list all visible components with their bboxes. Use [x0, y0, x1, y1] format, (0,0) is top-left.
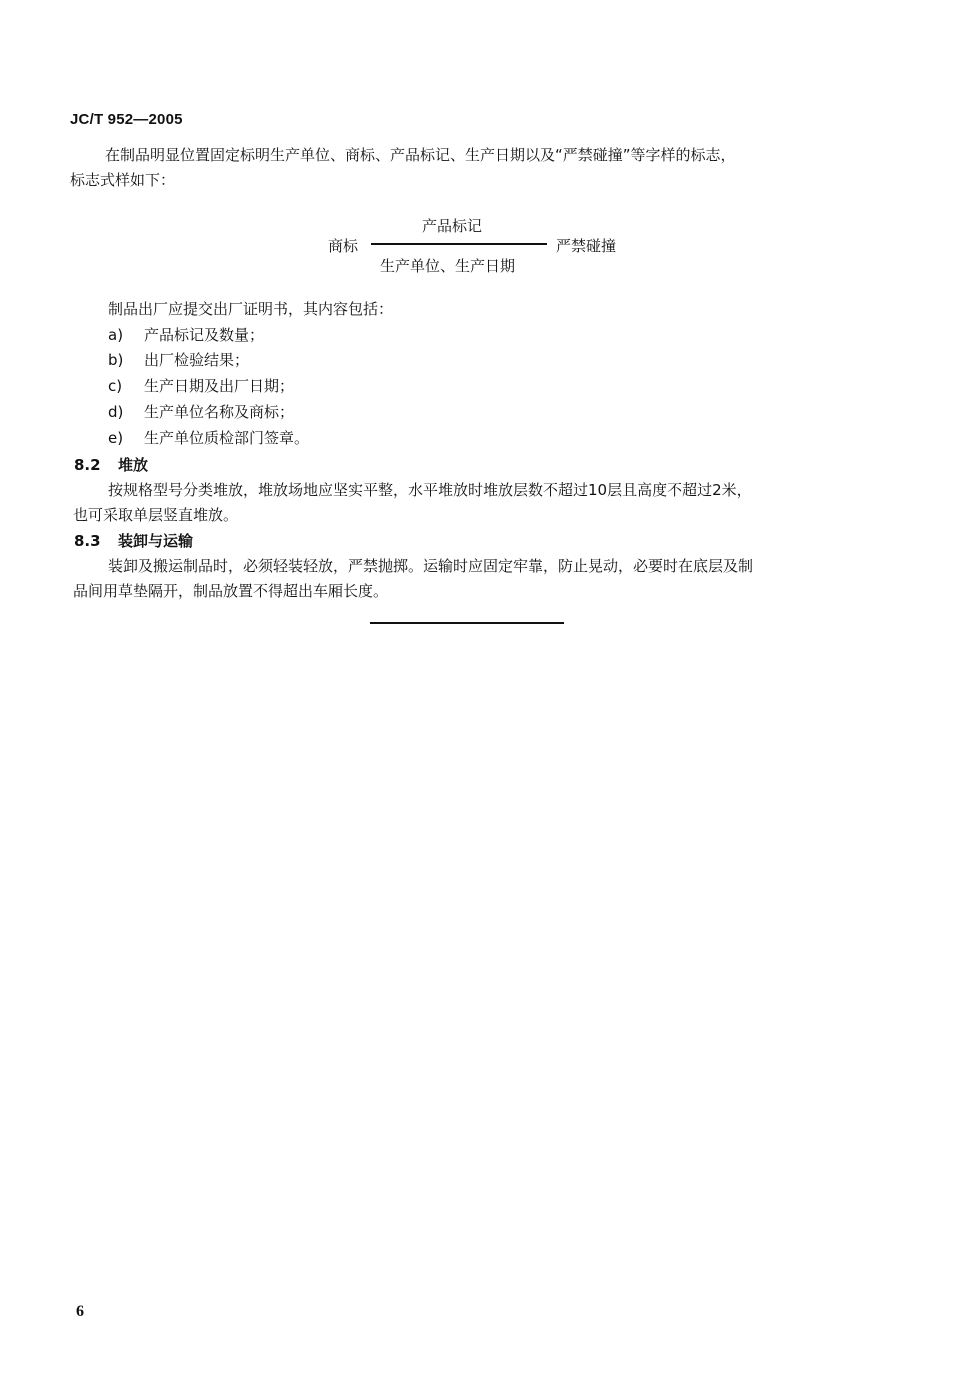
section-8-2-line-1: 按规格型号分类堆放，堆放场地应坚实平整，水平堆放时堆放层数不超过10层且高度不超过2米，	[108, 481, 752, 499]
section-8-3-heading	[74, 530, 193, 551]
end-rule	[370, 622, 564, 624]
list-text: 出厂检验结果；	[144, 351, 250, 369]
list-text: 产品标记及数量；	[144, 326, 265, 344]
page-number: 6	[76, 1303, 84, 1320]
list-item	[108, 400, 294, 425]
list-marker: e)	[108, 429, 124, 447]
list-text: 生产单位名称及商标；	[144, 403, 295, 421]
section-8-3-line-1: 装卸及搬运制品时，必须轻装轻放，严禁抛掷。运输时应固定牢靠，防止晃动，必要时在底层及制	[108, 557, 754, 575]
mark-left-label: 商标	[328, 237, 359, 255]
list-marker: b)	[108, 351, 124, 369]
list-marker: d)	[108, 403, 124, 421]
list-item	[108, 348, 249, 373]
list-item	[108, 426, 309, 451]
mark-fraction-line	[371, 243, 547, 245]
section-title: 堆放	[118, 456, 149, 474]
list-marker: c)	[108, 377, 123, 395]
list-item	[108, 323, 264, 348]
list-text: 生产日期及出厂日期；	[144, 377, 295, 395]
section-number: 8.3	[74, 532, 101, 550]
mark-top-label: 产品标记	[422, 217, 483, 235]
section-8-3-line-2: 品间用草垫隔开，制品放置不得超出车厢长度。	[73, 582, 389, 600]
standard-code: JC/T 952—2005	[70, 111, 183, 128]
mark-right-label: 严禁碰撞	[556, 237, 617, 255]
section-number: 8.2	[74, 456, 101, 474]
section-8-2-line-2: 也可采取单层竖直堆放。	[73, 506, 239, 524]
section-8-2-heading	[74, 454, 148, 475]
certificate-intro: 制品出厂应提交出厂证明书，其内容包括：	[108, 300, 394, 318]
intro-line-2: 标志式样如下：	[70, 171, 176, 189]
list-marker: a)	[108, 326, 124, 344]
list-text: 生产单位质检部门签章。	[144, 429, 310, 447]
section-title: 装卸与运输	[118, 532, 194, 550]
intro-line-1: 在制品明显位置固定标明生产单位、商标、产品标记、生产日期以及“严禁碰撞”等字样的标志，	[105, 146, 736, 164]
list-item	[108, 374, 294, 399]
mark-bottom-label: 生产单位、生产日期	[380, 257, 516, 275]
